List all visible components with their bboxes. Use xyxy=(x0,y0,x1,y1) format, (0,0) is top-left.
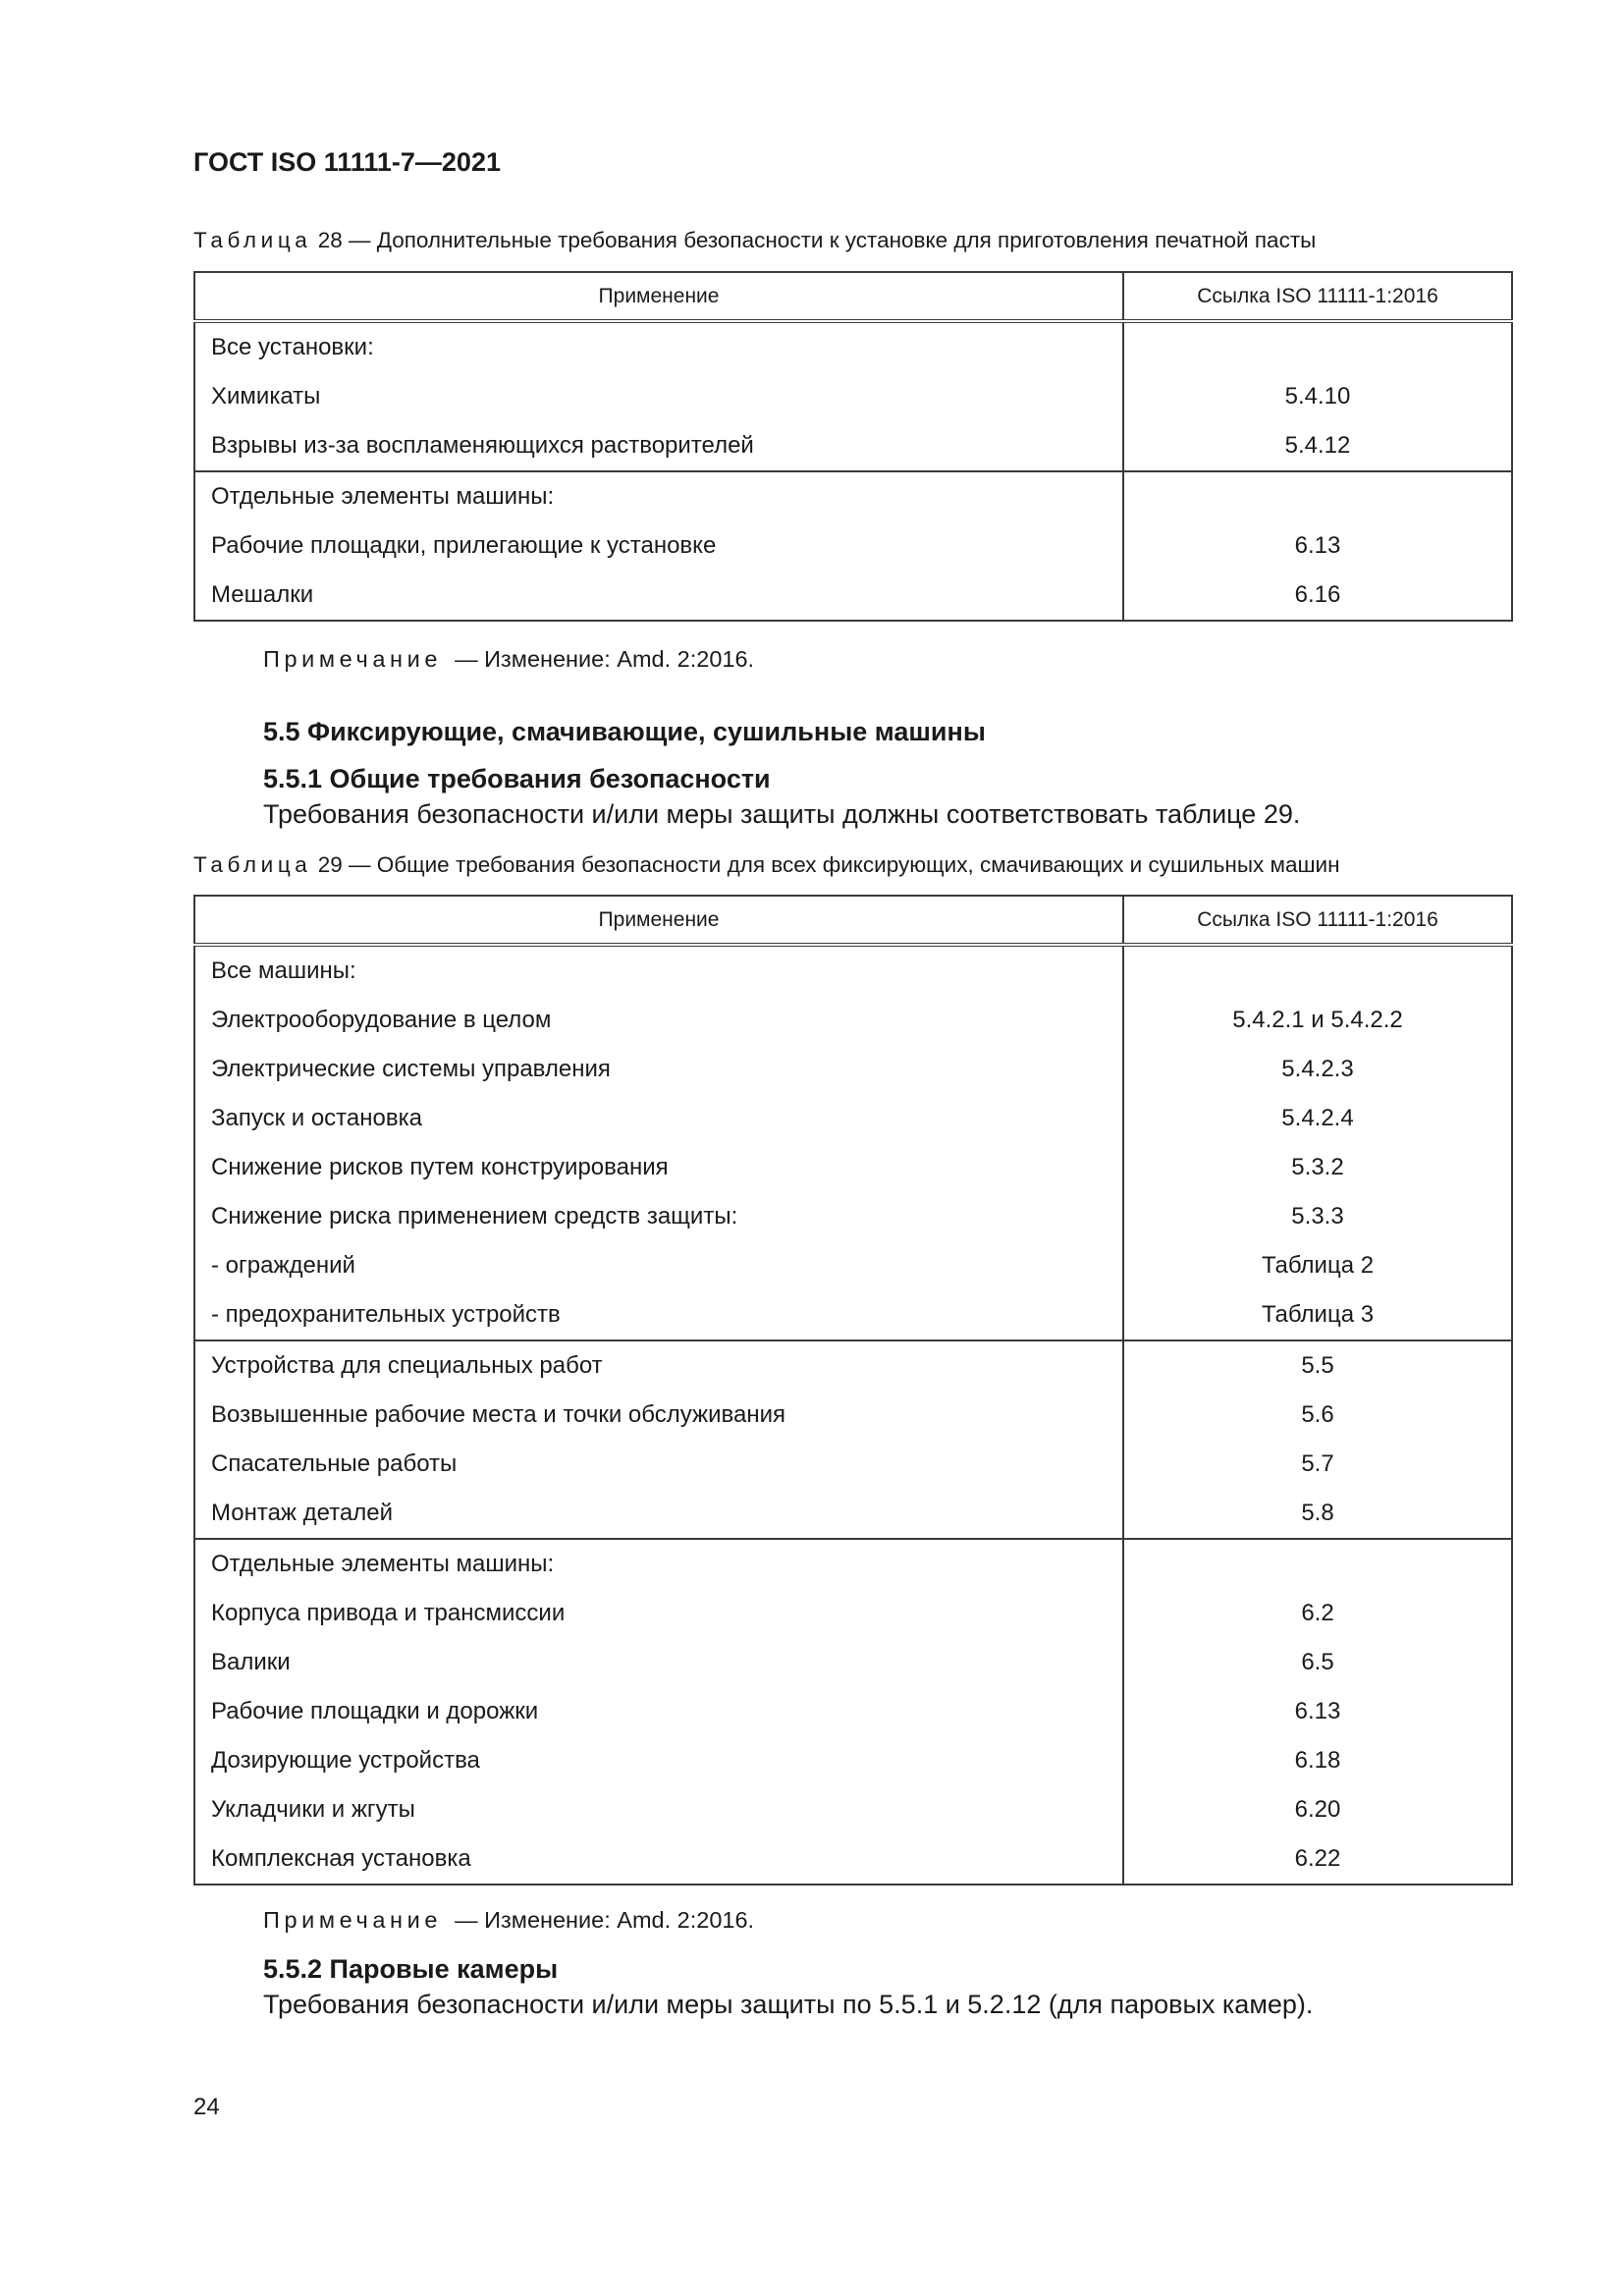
cell-application: Укладчики и жгуты xyxy=(194,1785,1123,1834)
table-28 xyxy=(193,271,1513,622)
cell-reference: 5.7 xyxy=(1123,1440,1512,1489)
cell-application: - ограждений xyxy=(194,1241,1123,1290)
cell-reference xyxy=(1123,1539,1512,1589)
cell-application: Все установки: xyxy=(194,321,1123,372)
table-29-note xyxy=(263,1907,754,1934)
cell-reference: 5.5 xyxy=(1123,1340,1512,1391)
cell-application: Взрывы из-за воспламеняющихся растворителей xyxy=(194,421,1123,471)
cell-reference: 5.4.2.4 xyxy=(1123,1094,1512,1143)
cell-application: Электрооборудование в целом xyxy=(194,996,1123,1045)
table-row xyxy=(194,1834,1512,1885)
cell-reference: 6.18 xyxy=(1123,1736,1512,1785)
table-row xyxy=(194,1290,1512,1340)
table-row xyxy=(194,945,1512,996)
cell-application: Все машины: xyxy=(194,945,1123,996)
table-28-note xyxy=(263,646,754,673)
cell-reference: 6.16 xyxy=(1123,571,1512,621)
table-row xyxy=(194,1440,1512,1489)
section-5-5-1-heading: 5.5.1 Общие требования безопасности xyxy=(263,764,771,793)
column-header-application: Применение xyxy=(194,896,1123,945)
table-row xyxy=(194,996,1512,1045)
table-row xyxy=(194,1687,1512,1736)
cell-application: Мешалки xyxy=(194,571,1123,621)
cell-reference: 5.4.10 xyxy=(1123,372,1512,421)
cell-reference: 5.8 xyxy=(1123,1489,1512,1539)
cell-reference: 5.4.2.1 и 5.4.2.2 xyxy=(1123,996,1512,1045)
cell-application: Возвышенные рабочие места и точки обслуживания xyxy=(194,1391,1123,1440)
table-header-row xyxy=(194,896,1512,945)
cell-application: Дозирующие устройства xyxy=(194,1736,1123,1785)
cell-reference: 6.5 xyxy=(1123,1638,1512,1687)
cell-reference: 6.13 xyxy=(1123,1687,1512,1736)
table-row xyxy=(194,1489,1512,1539)
table-row xyxy=(194,421,1512,471)
table-caption-word: Таблица xyxy=(193,852,312,877)
column-header-reference: Ссылка ISO 11111-1:2016 xyxy=(1123,272,1512,321)
table-row xyxy=(194,521,1512,571)
table-caption-text: 29 — Общие требования безопасности для всех фиксирующих, смачивающих и сушильных машин xyxy=(317,852,1340,877)
cell-reference xyxy=(1123,471,1512,521)
cell-reference xyxy=(1123,945,1512,996)
table-row xyxy=(194,321,1512,372)
cell-application: Рабочие площадки и дорожки xyxy=(194,1687,1123,1736)
cell-reference: Таблица 2 xyxy=(1123,1241,1512,1290)
table-row xyxy=(194,372,1512,421)
column-header-application: Применение xyxy=(194,272,1123,321)
section-5-5-1-text: Требования безопасности и/или меры защиты должны соответствовать таблице 29. xyxy=(263,799,1301,829)
cell-reference: 6.2 xyxy=(1123,1589,1512,1638)
table-row xyxy=(194,1094,1512,1143)
cell-application: Снижение рисков путем конструирования xyxy=(194,1143,1123,1192)
cell-reference: 6.20 xyxy=(1123,1785,1512,1834)
table-caption-text: 28 — Дополнительные требования безопасности к установке для приготовления печатной пасты xyxy=(317,228,1317,252)
table-row xyxy=(194,1539,1512,1589)
table-row xyxy=(194,1638,1512,1687)
table-row xyxy=(194,1192,1512,1241)
cell-application: Корпуса привода и трансмиссии xyxy=(194,1589,1123,1638)
table-row xyxy=(194,1589,1512,1638)
table-row xyxy=(194,1340,1512,1391)
section-5-5-heading: 5.5 Фиксирующие, смачивающие, сушильные машины xyxy=(263,717,986,746)
cell-application: Устройства для специальных работ xyxy=(194,1340,1123,1391)
cell-application: Монтаж деталей xyxy=(194,1489,1123,1539)
table-29 xyxy=(193,895,1513,1886)
cell-reference: 6.13 xyxy=(1123,521,1512,571)
column-header-reference: Ссылка ISO 11111-1:2016 xyxy=(1123,896,1512,945)
cell-application: Рабочие площадки, прилегающие к установке xyxy=(194,521,1123,571)
cell-application: Отдельные элементы машины: xyxy=(194,471,1123,521)
table-row xyxy=(194,1391,1512,1440)
note-word: Примечание xyxy=(263,1907,443,1933)
cell-reference xyxy=(1123,321,1512,372)
table-row xyxy=(194,1143,1512,1192)
cell-application: Отдельные элементы машины: xyxy=(194,1539,1123,1589)
cell-reference: 5.4.2.3 xyxy=(1123,1045,1512,1094)
note-word: Примечание xyxy=(263,646,443,672)
table-header-row xyxy=(194,272,1512,321)
cell-application: Химикаты xyxy=(194,372,1123,421)
cell-application: Снижение риска применением средств защиты: xyxy=(194,1192,1123,1241)
document-code-header: ГОСТ ISO 11111-7—2021 xyxy=(193,147,501,177)
cell-application: - предохранительных устройств xyxy=(194,1290,1123,1340)
note-text: — Изменение: Amd. 2:2016. xyxy=(455,1907,755,1933)
cell-application: Комплексная установка xyxy=(194,1834,1123,1885)
page-number: 24 xyxy=(193,2094,220,2120)
cell-application: Спасательные работы xyxy=(194,1440,1123,1489)
table-29-caption xyxy=(193,852,1340,878)
section-5-5-2-text: Требования безопасности и/или меры защиты по 5.5.1 и 5.2.12 (для паровых камер). xyxy=(263,1990,1314,2019)
table-row xyxy=(194,1241,1512,1290)
section-5-5-2-heading: 5.5.2 Паровые камеры xyxy=(263,1954,559,1984)
table-row xyxy=(194,1785,1512,1834)
table-row xyxy=(194,1045,1512,1094)
cell-reference: 6.22 xyxy=(1123,1834,1512,1885)
cell-reference: 5.4.12 xyxy=(1123,421,1512,471)
table-row xyxy=(194,1736,1512,1785)
cell-reference: 5.3.3 xyxy=(1123,1192,1512,1241)
cell-application: Электрические системы управления xyxy=(194,1045,1123,1094)
note-text: — Изменение: Amd. 2:2016. xyxy=(455,646,755,672)
cell-application: Запуск и остановка xyxy=(194,1094,1123,1143)
cell-application: Валики xyxy=(194,1638,1123,1687)
table-row xyxy=(194,571,1512,621)
cell-reference: 5.6 xyxy=(1123,1391,1512,1440)
table-caption-word: Таблица xyxy=(193,228,312,252)
table-row xyxy=(194,471,1512,521)
table-28-caption xyxy=(193,228,1316,253)
cell-reference: 5.3.2 xyxy=(1123,1143,1512,1192)
cell-reference: Таблица 3 xyxy=(1123,1290,1512,1340)
